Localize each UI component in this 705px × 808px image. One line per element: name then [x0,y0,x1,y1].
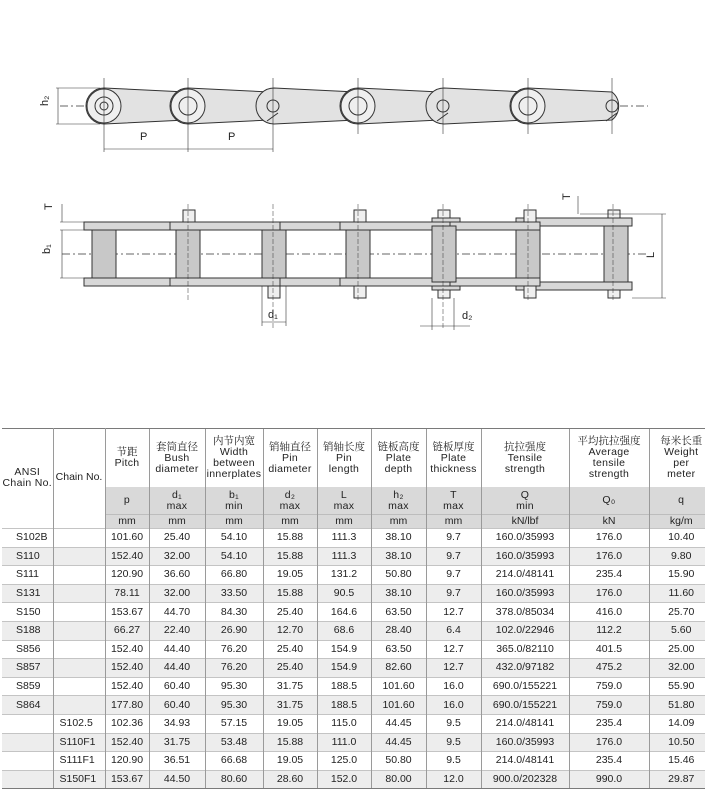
cell-ansi: S856 [2,640,53,659]
cell-value: 84.30 [205,603,263,622]
cell-value: 12.7 [426,659,481,678]
cell-ansi: S150 [2,603,53,622]
cell-value: 76.20 [205,640,263,659]
cell-value: 66.27 [105,621,149,640]
cell-value: 235.4 [569,752,649,771]
cell-value: 9.7 [426,529,481,548]
label-d2: d₂ [462,310,473,322]
cell-value: 176.0 [569,547,649,566]
cell-chain-no [53,529,105,548]
cell-value: 31.75 [263,677,317,696]
table-row [2,752,705,771]
header-symbol-6: T max [426,487,481,515]
cell-value: 475.2 [569,659,649,678]
table-row [2,677,705,696]
cell-chain-no [53,659,105,678]
table-body [2,529,705,789]
cell-ansi [2,714,53,733]
cell-value: 25.00 [649,640,705,659]
label-pitch-1: P [140,131,148,143]
cell-value: 160.0/35993 [481,529,569,548]
cell-ansi [2,752,53,771]
header-symbol-1: d₁ max [149,487,205,515]
cell-value: 188.5 [317,677,371,696]
cell-value: 44.40 [149,640,205,659]
cell-value: 12.7 [426,603,481,622]
header-symbol-3: d₂ max [263,487,317,515]
cell-value: 15.88 [263,547,317,566]
cell-value: 120.90 [105,566,149,585]
cell-value: 54.10 [205,529,263,548]
cell-value: 32.00 [149,547,205,566]
label-pitch-2: P [228,131,236,143]
cell-value: 66.68 [205,752,263,771]
cell-value: 15.90 [649,566,705,585]
cell-value: 44.45 [371,733,426,752]
cell-value: 31.75 [263,696,317,715]
cell-ansi: S110 [2,547,53,566]
cell-value: 38.10 [371,584,426,603]
header-col-4: 销轴长度 Pin length [317,429,371,488]
label-T-right: T [561,193,573,200]
cell-value: 9.5 [426,733,481,752]
cell-chain-no: S110F1 [53,733,105,752]
cell-value: 15.46 [649,752,705,771]
cell-value: 154.9 [317,659,371,678]
cell-ansi: S111 [2,566,53,585]
cell-value: 759.0 [569,677,649,696]
cell-value: 60.40 [149,677,205,696]
top-view-drawing [60,196,666,330]
cell-value: 115.0 [317,714,371,733]
cell-value: 68.6 [317,621,371,640]
header-symbol-9: q [649,487,705,515]
cell-value: 19.05 [263,752,317,771]
cell-value: 102.36 [105,714,149,733]
cell-value: 9.5 [426,714,481,733]
cell-value: 152.40 [105,733,149,752]
cell-value: 101.60 [105,529,149,548]
cell-value: 31.75 [149,733,205,752]
cell-value: 235.4 [569,566,649,585]
cell-value: 11.60 [649,584,705,603]
cell-value: 95.30 [205,696,263,715]
header-unit-5: mm [371,515,426,529]
cell-value: 214.0/48141 [481,714,569,733]
cell-value: 101.60 [371,677,426,696]
header-ansi-chain-no: ANSI Chain No. [2,429,53,529]
header-symbol-2: b₁ min [205,487,263,515]
table-header [2,429,705,529]
cell-value: 16.0 [426,696,481,715]
cell-value: 80.00 [371,770,426,789]
header-symbol-7: Q min [481,487,569,515]
cell-value: 378.0/85034 [481,603,569,622]
header-col-8: 平均抗拉强度 Average tensile strength [569,429,649,488]
cell-value: 152.0 [317,770,371,789]
cell-value: 25.40 [149,529,205,548]
cell-value: 176.0 [569,733,649,752]
cell-ansi [2,733,53,752]
header-unit-4: mm [317,515,371,529]
cell-value: 25.40 [263,659,317,678]
header-unit-1: mm [149,515,205,529]
cell-value: 38.10 [371,529,426,548]
cell-value: 63.50 [371,640,426,659]
header-unit-9: kg/m [649,515,705,529]
cell-value: 60.40 [149,696,205,715]
cell-ansi: S131 [2,584,53,603]
cell-chain-no [53,603,105,622]
header-symbol-5: h₂ max [371,487,426,515]
cell-value: 9.5 [426,752,481,771]
cell-value: 32.00 [649,659,705,678]
cell-value: 55.90 [649,677,705,696]
cell-value: 16.0 [426,677,481,696]
table-row [2,640,705,659]
cell-value: 44.40 [149,659,205,678]
cell-value: 82.60 [371,659,426,678]
cell-value: 6.4 [426,621,481,640]
cell-value: 10.40 [649,529,705,548]
cell-chain-no [53,696,105,715]
cell-value: 154.9 [317,640,371,659]
table-row [2,584,705,603]
label-L: L [645,251,657,258]
cell-value: 176.0 [569,529,649,548]
cell-value: 50.80 [371,566,426,585]
cell-value: 111.3 [317,547,371,566]
cell-value: 900.0/202328 [481,770,569,789]
cell-value: 44.50 [149,770,205,789]
cell-value: 214.0/48141 [481,566,569,585]
cell-ansi: S857 [2,659,53,678]
cell-value: 90.5 [317,584,371,603]
cell-value: 14.09 [649,714,705,733]
header-col-2: 内节内宽 Width between innerplates [205,429,263,488]
cell-value: 22.40 [149,621,205,640]
cell-value: 44.45 [371,714,426,733]
table-row [2,547,705,566]
cell-value: 9.80 [649,547,705,566]
header-col-9: 每米长重 Weight per meter [649,429,705,488]
header-symbol-8: Q₀ [569,487,649,515]
header-col-0: 节距 Pitch [105,429,149,488]
table-row [2,659,705,678]
cell-value: 15.88 [263,733,317,752]
cell-value: 12.70 [263,621,317,640]
cell-value: 214.0/48141 [481,752,569,771]
header-col-6: 链板厚度 Plate thickness [426,429,481,488]
cell-value: 44.70 [149,603,205,622]
cell-value: 153.67 [105,603,149,622]
cell-value: 12.0 [426,770,481,789]
table-row [2,714,705,733]
header-unit-8: kN [569,515,649,529]
header-unit-3: mm [263,515,317,529]
cell-value: 102.0/22946 [481,621,569,640]
cell-value: 990.0 [569,770,649,789]
cell-value: 38.10 [371,547,426,566]
cell-value: 78.11 [105,584,149,603]
cell-chain-no [53,621,105,640]
table-row [2,566,705,585]
label-T-left: T [43,203,55,210]
cell-chain-no [53,640,105,659]
cell-value: 690.0/155221 [481,677,569,696]
cell-value: 53.48 [205,733,263,752]
header-col-3: 销轴直径 Pin diameter [263,429,317,488]
cell-value: 80.60 [205,770,263,789]
header-unit-7: kN/lbf [481,515,569,529]
header-chain-no: Chain No. [53,429,105,529]
cell-ansi: S864 [2,696,53,715]
cell-value: 111.3 [317,529,371,548]
cell-value: 28.40 [371,621,426,640]
cell-value: 401.5 [569,640,649,659]
table-row [2,621,705,640]
header-symbol-4: L max [317,487,371,515]
cell-value: 153.67 [105,770,149,789]
label-d1: d₁ [268,309,278,321]
cell-value: 160.0/35993 [481,733,569,752]
cell-value: 28.60 [263,770,317,789]
table-row [2,529,705,548]
cell-value: 235.4 [569,714,649,733]
cell-value: 54.10 [205,547,263,566]
cell-value: 15.88 [263,529,317,548]
cell-chain-no [53,566,105,585]
cell-chain-no [53,547,105,566]
cell-value: 111.0 [317,733,371,752]
cell-value: 152.40 [105,640,149,659]
cell-value: 15.88 [263,584,317,603]
cell-value: 36.51 [149,752,205,771]
cell-value: 25.40 [263,640,317,659]
cell-value: 188.5 [317,696,371,715]
cell-value: 125.0 [317,752,371,771]
cell-value: 112.2 [569,621,649,640]
table-row [2,603,705,622]
cell-value: 26.90 [205,621,263,640]
cell-value: 32.00 [149,584,205,603]
cell-chain-no [53,584,105,603]
cell-value: 33.50 [205,584,263,603]
header-unit-2: mm [205,515,263,529]
cell-chain-no: S102.5 [53,714,105,733]
cell-chain-no [53,677,105,696]
cell-value: 9.7 [426,547,481,566]
cell-value: 25.70 [649,603,705,622]
header-col-7: 抗拉强度 Tensile strength [481,429,569,488]
cell-ansi: S859 [2,677,53,696]
cell-chain-no: S111F1 [53,752,105,771]
label-h2: h₂ [39,95,51,106]
cell-value: 9.7 [426,566,481,585]
cell-value: 95.30 [205,677,263,696]
label-b1: b₁ [41,244,53,254]
cell-value: 177.80 [105,696,149,715]
cell-value: 160.0/35993 [481,584,569,603]
cell-value: 51.80 [649,696,705,715]
header-unit-0: mm [105,515,149,529]
cell-ansi [2,770,53,789]
cell-value: 63.50 [371,603,426,622]
cell-value: 690.0/155221 [481,696,569,715]
cell-value: 365.0/82110 [481,640,569,659]
chain-spec-table [2,428,705,789]
cell-value: 36.60 [149,566,205,585]
cell-value: 432.0/97182 [481,659,569,678]
cell-chain-no: S150F1 [53,770,105,789]
cell-value: 152.40 [105,659,149,678]
cell-value: 19.05 [263,566,317,585]
cell-value: 19.05 [263,714,317,733]
header-col-5: 链板高度 Plate depth [371,429,426,488]
header-symbol-0: p [105,487,149,515]
cell-value: 160.0/35993 [481,547,569,566]
cell-ansi: S102B [2,529,53,548]
cell-value: 76.20 [205,659,263,678]
cell-value: 120.90 [105,752,149,771]
cell-value: 5.60 [649,621,705,640]
cell-value: 759.0 [569,696,649,715]
cell-value: 10.50 [649,733,705,752]
cell-value: 12.7 [426,640,481,659]
cell-value: 176.0 [569,584,649,603]
header-col-1: 套筒直径 Bush diameter [149,429,205,488]
header-unit-6: mm [426,515,481,529]
cell-value: 164.6 [317,603,371,622]
cell-value: 25.40 [263,603,317,622]
cell-value: 152.40 [105,547,149,566]
cell-value: 29.87 [649,770,705,789]
table-row [2,733,705,752]
cell-value: 416.0 [569,603,649,622]
cell-value: 152.40 [105,677,149,696]
cell-ansi: S188 [2,621,53,640]
cell-value: 34.93 [149,714,205,733]
cell-value: 66.80 [205,566,263,585]
cell-value: 131.2 [317,566,371,585]
cell-value: 101.60 [371,696,426,715]
cell-value: 50.80 [371,752,426,771]
cell-value: 9.7 [426,584,481,603]
table-row [2,696,705,715]
table-row [2,770,705,789]
cell-value: 57.15 [205,714,263,733]
